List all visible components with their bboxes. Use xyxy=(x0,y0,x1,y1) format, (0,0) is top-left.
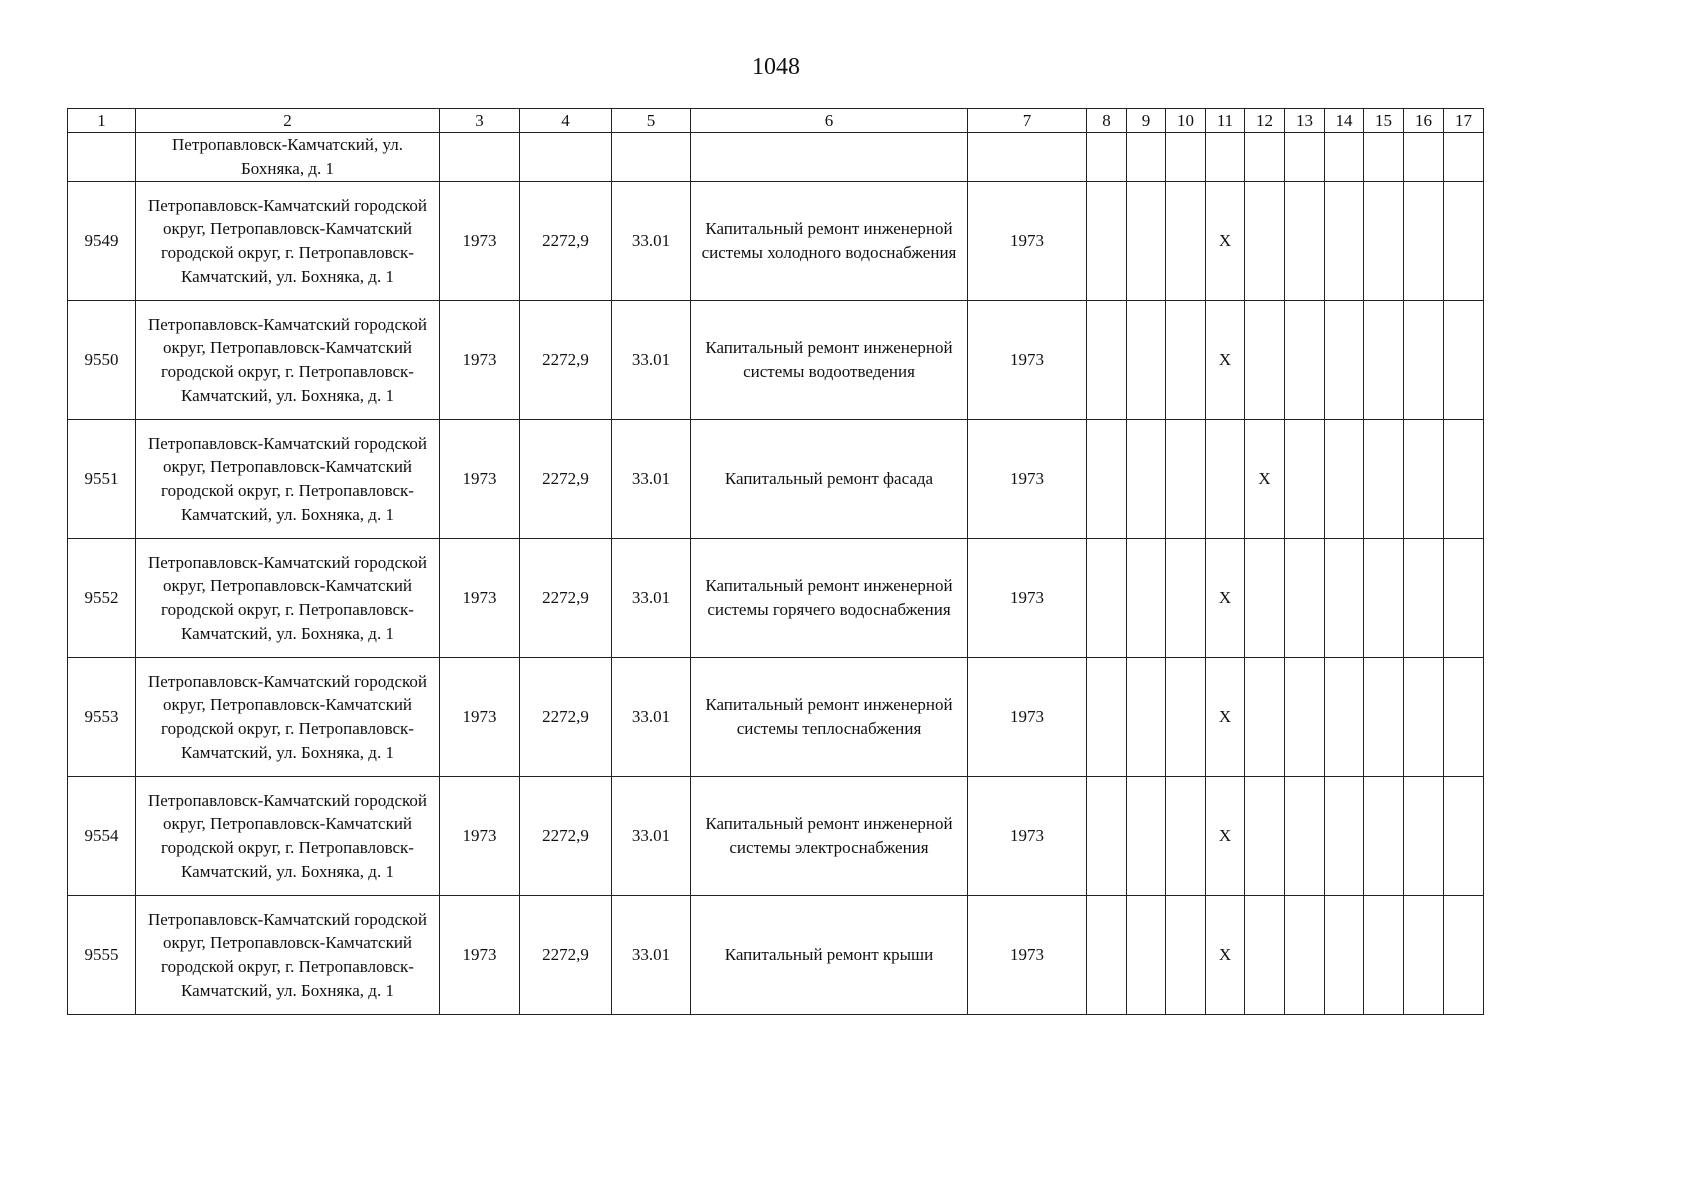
area-cell: 2272,9 xyxy=(520,301,612,420)
mark-cell-10 xyxy=(1166,777,1206,896)
mark-cell-12 xyxy=(1245,182,1285,301)
year-built-cell: 1973 xyxy=(968,658,1087,777)
year-cell: 1973 xyxy=(440,896,520,1015)
mark-cell-16 xyxy=(1404,658,1444,777)
address-cell xyxy=(136,420,440,539)
column-header: 5 xyxy=(612,109,691,133)
mark-cell-13 xyxy=(1285,777,1325,896)
mark-cell-9 xyxy=(1127,658,1166,777)
column-header: 12 xyxy=(1245,109,1285,133)
code-cell: 33.01 xyxy=(612,777,691,896)
code-cell: 33.01 xyxy=(612,896,691,1015)
mark-cell-10 xyxy=(1166,658,1206,777)
mark-cell-12 xyxy=(1245,301,1285,420)
empty-cell xyxy=(1444,133,1484,182)
mark-cell-11 xyxy=(1206,420,1245,539)
empty-cell xyxy=(440,133,520,182)
mark-cell-9 xyxy=(1127,182,1166,301)
work-type-cell xyxy=(691,301,968,420)
table-row xyxy=(68,539,1484,658)
mark-cell-14 xyxy=(1325,539,1364,658)
table-row xyxy=(68,777,1484,896)
column-header: 1 xyxy=(68,109,136,133)
table-row xyxy=(68,301,1484,420)
address-text: Петропавловск-Камчатский городской округ, Петропавловск-Камчатский городской округ, г. Петропавловск-Камчатский, ул. Бохняка, д. 1 xyxy=(148,314,427,405)
mark-cell-8 xyxy=(1087,420,1127,539)
column-header: 17 xyxy=(1444,109,1484,133)
year-cell: 1973 xyxy=(440,420,520,539)
row-number-cell: 9552 xyxy=(68,539,136,658)
year-built-cell: 1973 xyxy=(968,777,1087,896)
mark-cell-9 xyxy=(1127,420,1166,539)
repair-register-table xyxy=(67,108,1484,1015)
mark-cell-10 xyxy=(1166,301,1206,420)
table-row xyxy=(68,420,1484,539)
area-cell: 2272,9 xyxy=(520,420,612,539)
mark-cell-15 xyxy=(1364,420,1404,539)
column-number-header-row xyxy=(68,109,1484,133)
area-cell: 2272,9 xyxy=(520,182,612,301)
empty-cell xyxy=(1087,133,1127,182)
mark-cell-15 xyxy=(1364,777,1404,896)
mark-cell-12 xyxy=(1245,539,1285,658)
work-type-text: Капитальный ремонт инженерной системы электроснабжения xyxy=(705,814,953,857)
empty-cell xyxy=(520,133,612,182)
mark-cell-8 xyxy=(1087,182,1127,301)
year-built-cell: 1973 xyxy=(968,301,1087,420)
mark-cell-10 xyxy=(1166,896,1206,1015)
code-cell: 33.01 xyxy=(612,182,691,301)
table-body xyxy=(68,109,1484,1015)
mark-cell-16 xyxy=(1404,182,1444,301)
mark-cell-8 xyxy=(1087,896,1127,1015)
mark-cell-15 xyxy=(1364,539,1404,658)
year-cell: 1973 xyxy=(440,182,520,301)
work-type-text: Капитальный ремонт инженерной системы горячего водоснабжения xyxy=(705,576,953,619)
work-type-text: Капитальный ремонт инженерной системы холодного водоснабжения xyxy=(701,219,957,262)
column-header: 14 xyxy=(1325,109,1364,133)
empty-cell xyxy=(1285,133,1325,182)
row-number-cell: 9549 xyxy=(68,182,136,301)
mark-cell-11: X xyxy=(1206,182,1245,301)
work-type-text: Капитальный ремонт фасада xyxy=(724,469,934,489)
column-header: 10 xyxy=(1166,109,1206,133)
mark-cell-12 xyxy=(1245,896,1285,1015)
work-type-cell xyxy=(691,896,968,1015)
mark-cell-8 xyxy=(1087,777,1127,896)
work-type-text: Капитальный ремонт инженерной системы водоотведения xyxy=(705,338,953,381)
year-built-cell: 1973 xyxy=(968,539,1087,658)
address-text: Петропавловск-Камчатский городской округ, Петропавловск-Камчатский городской округ, г. Петропавловск-Камчатский, ул. Бохняка, д. 1 xyxy=(148,433,427,524)
empty-cell xyxy=(1166,133,1206,182)
mark-cell-10 xyxy=(1166,182,1206,301)
mark-cell-13 xyxy=(1285,301,1325,420)
year-built-cell: 1973 xyxy=(968,896,1087,1015)
mark-cell-12: X xyxy=(1245,420,1285,539)
table-row xyxy=(68,658,1484,777)
mark-cell-11: X xyxy=(1206,658,1245,777)
mark-cell-15 xyxy=(1364,658,1404,777)
mark-cell-17 xyxy=(1444,777,1484,896)
mark-cell-16 xyxy=(1404,777,1444,896)
work-type-cell xyxy=(691,182,968,301)
mark-cell-15 xyxy=(1364,301,1404,420)
mark-cell-14 xyxy=(1325,301,1364,420)
column-header: 11 xyxy=(1206,109,1245,133)
year-cell: 1973 xyxy=(440,539,520,658)
empty-cell xyxy=(1206,133,1245,182)
area-cell: 2272,9 xyxy=(520,658,612,777)
work-type-text: Капитальный ремонт крыши xyxy=(724,945,934,965)
empty-cell xyxy=(1245,133,1285,182)
mark-cell-17 xyxy=(1444,182,1484,301)
empty-cell xyxy=(1404,133,1444,182)
mark-cell-13 xyxy=(1285,182,1325,301)
work-type-cell xyxy=(691,539,968,658)
row-number-cell: 9551 xyxy=(68,420,136,539)
row-number-cell: 9555 xyxy=(68,896,136,1015)
row-number-cell: 9554 xyxy=(68,777,136,896)
column-header: 7 xyxy=(968,109,1087,133)
row-number-cell: 9550 xyxy=(68,301,136,420)
row-number-cell: 9553 xyxy=(68,658,136,777)
column-header: 15 xyxy=(1364,109,1404,133)
address-cell xyxy=(136,182,440,301)
code-cell: 33.01 xyxy=(612,539,691,658)
mark-cell-13 xyxy=(1285,896,1325,1015)
column-header: 6 xyxy=(691,109,968,133)
column-header: 16 xyxy=(1404,109,1444,133)
mark-cell-11: X xyxy=(1206,777,1245,896)
column-header: 4 xyxy=(520,109,612,133)
mark-cell-8 xyxy=(1087,658,1127,777)
year-cell: 1973 xyxy=(440,658,520,777)
mark-cell-17 xyxy=(1444,896,1484,1015)
address-cell xyxy=(136,896,440,1015)
table-row xyxy=(68,182,1484,301)
mark-cell-16 xyxy=(1404,301,1444,420)
continuation-address: Петропавловск-Камчатский, ул. Бохняка, д. 1 xyxy=(172,135,403,178)
empty-cell xyxy=(968,133,1087,182)
mark-cell-13 xyxy=(1285,658,1325,777)
address-text: Петропавловск-Камчатский городской округ, Петропавловск-Камчатский городской округ, г. Петропавловск-Камчатский, ул. Бохняка, д. 1 xyxy=(148,790,427,881)
empty-cell xyxy=(1325,133,1364,182)
area-cell: 2272,9 xyxy=(520,896,612,1015)
work-type-text: Капитальный ремонт инженерной системы теплоснабжения xyxy=(705,695,953,738)
mark-cell-17 xyxy=(1444,539,1484,658)
code-cell: 33.01 xyxy=(612,658,691,777)
mark-cell-13 xyxy=(1285,539,1325,658)
address-text: Петропавловск-Камчатский городской округ, Петропавловск-Камчатский городской округ, г. Петропавловск-Камчатский, ул. Бохняка, д. 1 xyxy=(148,552,427,643)
column-header: 2 xyxy=(136,109,440,133)
mark-cell-8 xyxy=(1087,301,1127,420)
page-number: 1048 xyxy=(752,54,800,80)
work-type-cell xyxy=(691,420,968,539)
mark-cell-15 xyxy=(1364,182,1404,301)
year-cell: 1973 xyxy=(440,301,520,420)
continuation-row xyxy=(68,133,1484,182)
column-header: 13 xyxy=(1285,109,1325,133)
column-header: 9 xyxy=(1127,109,1166,133)
year-built-cell: 1973 xyxy=(968,420,1087,539)
address-cell xyxy=(136,539,440,658)
address-cell xyxy=(136,777,440,896)
year-cell: 1973 xyxy=(440,777,520,896)
mark-cell-8 xyxy=(1087,539,1127,658)
address-cell xyxy=(136,658,440,777)
address-text: Петропавловск-Камчатский городской округ, Петропавловск-Камчатский городской округ, г. Петропавловск-Камчатский, ул. Бохняка, д. 1 xyxy=(148,671,427,762)
empty-cell xyxy=(1127,133,1166,182)
mark-cell-12 xyxy=(1245,658,1285,777)
mark-cell-10 xyxy=(1166,420,1206,539)
mark-cell-14 xyxy=(1325,658,1364,777)
mark-cell-13 xyxy=(1285,420,1325,539)
mark-cell-14 xyxy=(1325,182,1364,301)
work-type-cell xyxy=(691,658,968,777)
area-cell: 2272,9 xyxy=(520,777,612,896)
area-cell: 2272,9 xyxy=(520,539,612,658)
mark-cell-11: X xyxy=(1206,896,1245,1015)
mark-cell-9 xyxy=(1127,896,1166,1015)
mark-cell-17 xyxy=(1444,420,1484,539)
continuation-address-cell xyxy=(136,133,440,182)
empty-cell xyxy=(612,133,691,182)
mark-cell-17 xyxy=(1444,658,1484,777)
mark-cell-16 xyxy=(1404,420,1444,539)
mark-cell-14 xyxy=(1325,777,1364,896)
mark-cell-15 xyxy=(1364,896,1404,1015)
address-cell xyxy=(136,301,440,420)
work-type-cell xyxy=(691,777,968,896)
code-cell: 33.01 xyxy=(612,301,691,420)
mark-cell-9 xyxy=(1127,539,1166,658)
code-cell: 33.01 xyxy=(612,420,691,539)
mark-cell-17 xyxy=(1444,301,1484,420)
mark-cell-12 xyxy=(1245,777,1285,896)
mark-cell-9 xyxy=(1127,777,1166,896)
address-text: Петропавловск-Камчатский городской округ, Петропавловск-Камчатский городской округ, г. Петропавловск-Камчатский, ул. Бохняка, д. 1 xyxy=(148,909,427,1000)
empty-cell xyxy=(691,133,968,182)
mark-cell-16 xyxy=(1404,896,1444,1015)
column-header: 3 xyxy=(440,109,520,133)
column-header: 8 xyxy=(1087,109,1127,133)
empty-cell xyxy=(68,133,136,182)
mark-cell-11: X xyxy=(1206,301,1245,420)
table-row xyxy=(68,896,1484,1015)
address-text: Петропавловск-Камчатский городской округ, Петропавловск-Камчатский городской округ, г. Петропавловск-Камчатский, ул. Бохняка, д. 1 xyxy=(148,195,427,286)
mark-cell-9 xyxy=(1127,301,1166,420)
mark-cell-14 xyxy=(1325,420,1364,539)
mark-cell-11: X xyxy=(1206,539,1245,658)
year-built-cell: 1973 xyxy=(968,182,1087,301)
mark-cell-16 xyxy=(1404,539,1444,658)
empty-cell xyxy=(1364,133,1404,182)
mark-cell-14 xyxy=(1325,896,1364,1015)
mark-cell-10 xyxy=(1166,539,1206,658)
